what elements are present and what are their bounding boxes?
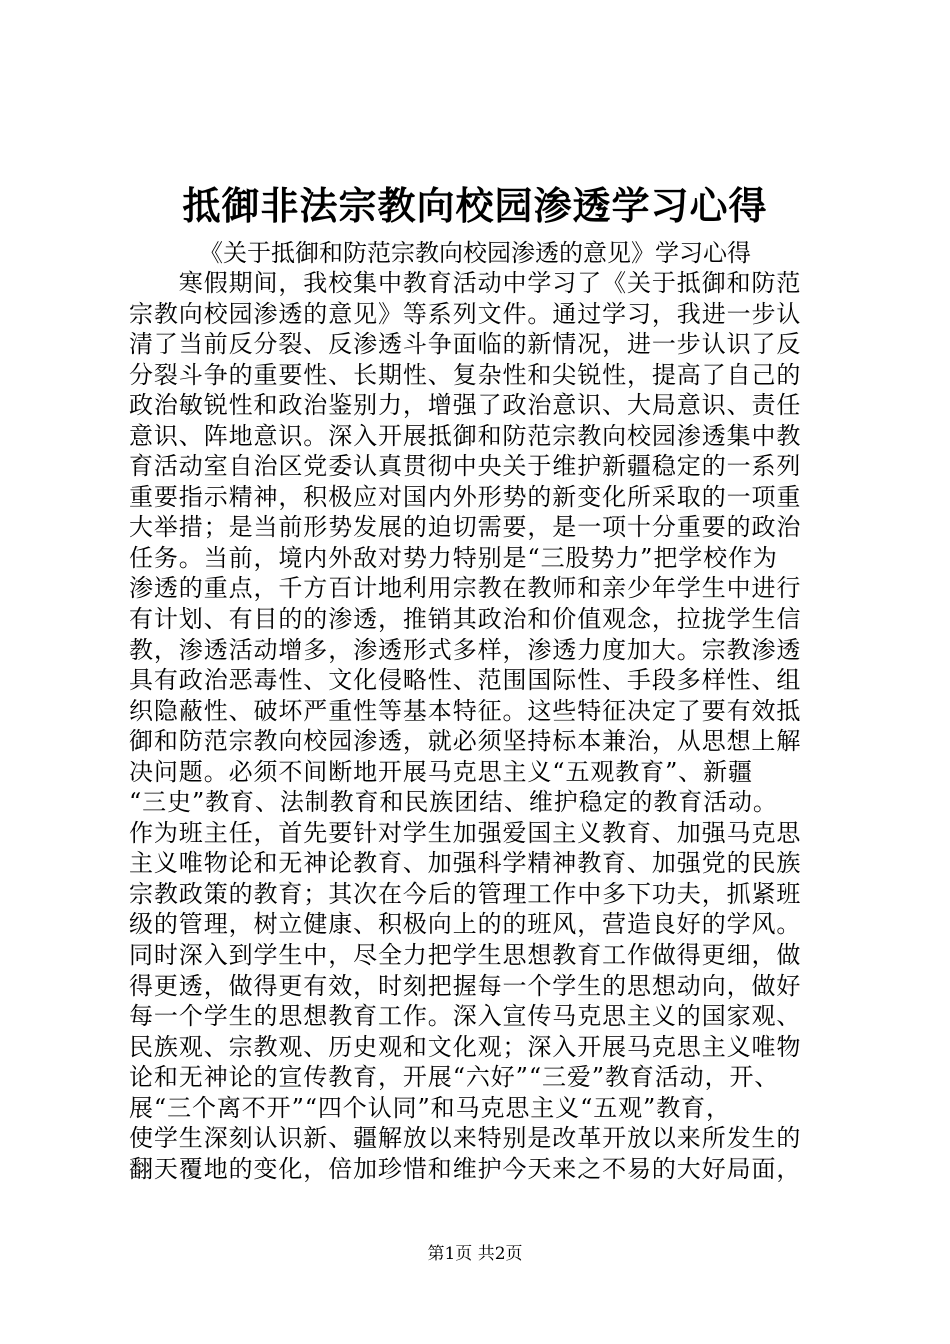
body-line: 重要指示精神，积极应对国内外形势的新变化所采取的一项重 (129, 482, 802, 511)
body-line: 展“三个离不开”“四个认同”和马克思主义“五观”教育， (129, 1093, 731, 1122)
body-line: 渗透的重点，千方百计地利用宗教在教师和亲少年学生中进行 (129, 574, 802, 603)
body-line: 得更透，做得更有效，时刻把握每一个学生的思想动向，做好 (129, 971, 802, 1000)
body-line: 清了当前反分裂、反渗透斗争面临的新情况，进一步认识了反 (129, 330, 802, 359)
body-line: 同时深入到学生中，尽全力把学生思想教育工作做得更细，做 (129, 941, 802, 970)
body-line: 宗教政策的教育；其次在今后的管理工作中多下功夫，抓紧班 (129, 879, 802, 908)
body-line: 主义唯物论和无神论教育、加强科学精神教育、加强党的民族 (129, 849, 802, 878)
body-line: 有计划、有目的的渗透，推销其政治和价值观念，拉拢学生信 (129, 605, 802, 634)
body-line: 民族观、宗教观、历史观和文化观；深入开展马克思主义唯物 (129, 1032, 802, 1061)
body-line: 具有政治恶毒性、文化侵略性、范围国际性、手段多样性、组 (129, 666, 802, 695)
body-line: 每一个学生的思想教育工作。深入宣传马克思主义的国家观、 (129, 1002, 802, 1031)
body-line: 翻天覆地的变化，倍加珍惜和维护今天来之不易的大好局面， (129, 1154, 802, 1183)
body-line: 教，渗透活动增多，渗透形式多样，渗透力度加大。宗教渗透 (129, 635, 802, 664)
body-line: 级的管理，树立健康、积极向上的的班风，营造良好的学风。 (129, 910, 802, 939)
document-title: 抵御非法宗教向校园渗透学习心得 (182, 183, 768, 228)
body-line: 作为班主任，首先要针对学生加强爱国主义教育、加强马克思 (129, 818, 802, 847)
body-line: 任务。当前，境内外敌对势力特别是“三股势力”把学校作为 (129, 543, 778, 572)
document-subtitle: 《关于抵御和防范宗教向校园渗透的意见》学习心得 (199, 239, 751, 267)
body-line: 使学生深刻认识新、疆解放以来特别是改革开放以来所发生的 (129, 1124, 802, 1153)
body-line: 大举措；是当前形势发展的迫切需要，是一项十分重要的政治 (129, 513, 802, 542)
body-line: “三史”教育、法制教育和民族团结、维护稳定的教育活动。 (129, 788, 778, 817)
body-line: 论和无神论的宣传教育，开展“六好”“三爱”教育活动，开、 (129, 1063, 780, 1092)
body-line: 政治敏锐性和政治鉴别力，增强了政治意识、大局意识、责任 (129, 391, 802, 420)
body-line: 育活动室自治区党委认真贯彻中央关于维护新疆稳定的一系列 (129, 452, 802, 481)
body-line: 御和防范宗教向校园渗透，就必须坚持标本兼治，从思想上解 (129, 727, 802, 756)
body-line: 决问题。必须不间断地开展马克思主义“五观教育”、新疆 (129, 757, 753, 786)
body-line: 寒假期间，我校集中教育活动中学习了《关于抵御和防范 (129, 269, 802, 297)
page-number-footer: 第1页 共2页 (427, 1244, 523, 1264)
body-line: 织隐蔽性、破坏严重性等基本特征。这些特征决定了要有效抵 (129, 696, 802, 725)
body-text (129, 268, 829, 1184)
body-line: 分裂斗争的重要性、长期性、复杂性和尖锐性，提高了自己的 (129, 360, 802, 389)
body-line: 意识、阵地意识。深入开展抵御和防范宗教向校园渗透集中教 (129, 421, 802, 450)
body-line: 宗教向校园渗透的意见》等系列文件。通过学习，我进一步认 (129, 299, 802, 328)
